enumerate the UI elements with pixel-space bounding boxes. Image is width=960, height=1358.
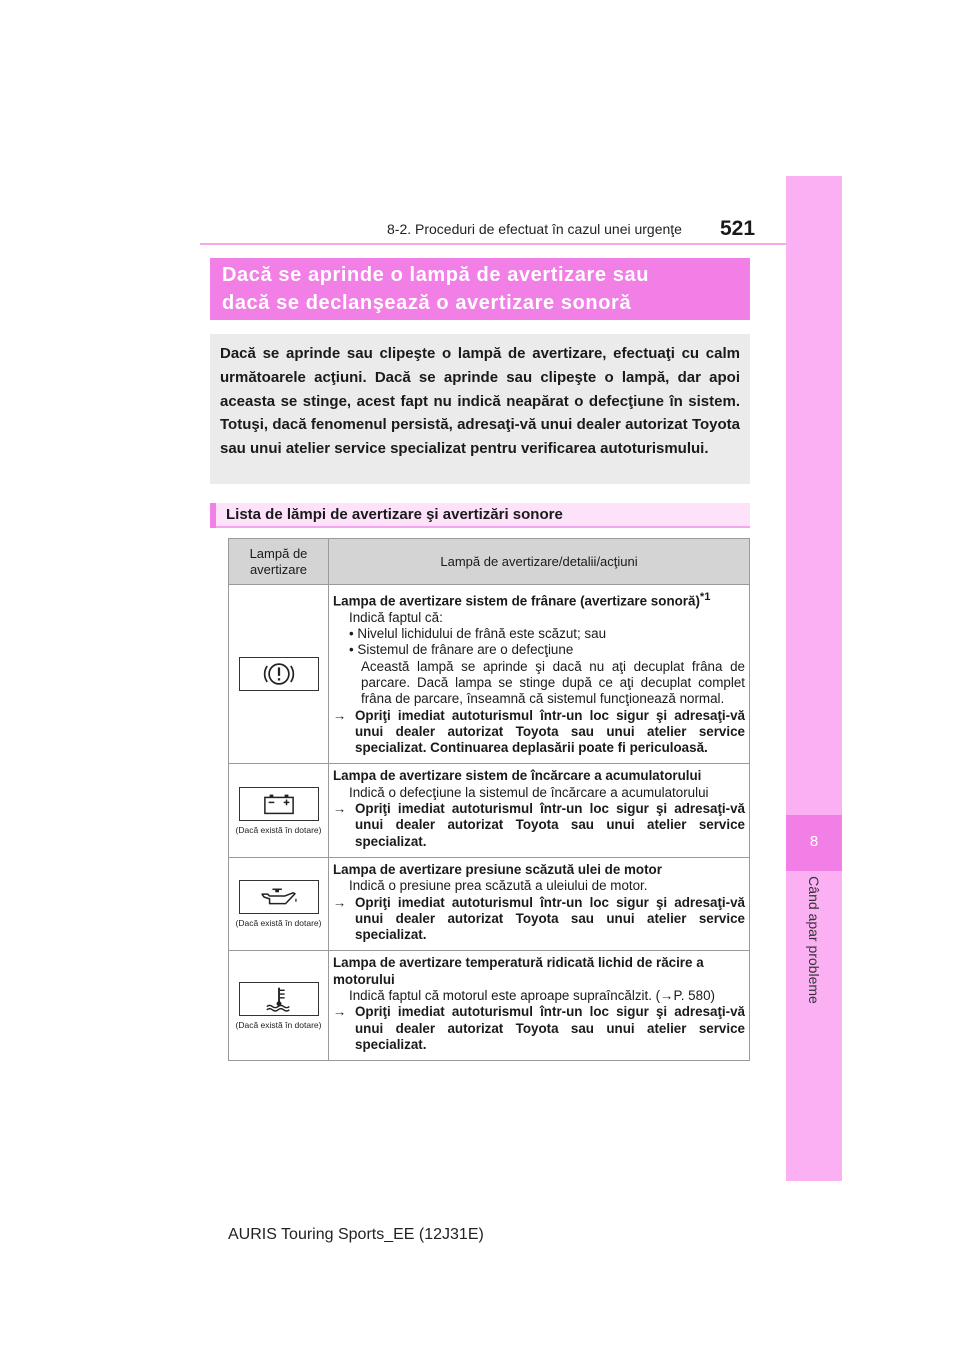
lamp-lead-text: Indică faptul că: [349,609,443,625]
list-item: • Nivelul lichidului de frână este scăzut; sau [349,626,607,642]
lamp-extra-text: Această lampă se aprinde şi dacă nu aţi decuplat frâna de parcare. Dacă lampa se stinge după ce aţi decuplat complet frâna de parcare, înseamnă că sistemul funcţionează normal. [361,658,745,707]
lamp-title: Lampa de avertizare sistem de încărcare a acumulatorului [333,768,702,784]
lamp-description-cell [329,951,750,1061]
table-header-row [229,539,750,585]
chapter-label: Când apar probleme [806,876,822,1004]
lamp-description-cell [329,857,750,950]
footer-model: AURIS Touring Sports_EE (12J31E) [228,1226,484,1243]
battery-icon [239,787,319,821]
lamp-title: Lampa de avertizare temperatură ridicată lichid de răcire a motorului [333,955,704,987]
lamp-description-cell [329,764,750,857]
lamp-description-cell [329,585,750,764]
column-header-lamp: Lampă de avertizare [229,539,329,585]
subheading-rule [216,526,750,528]
arrow-icon: → [333,894,347,910]
table-row [229,857,750,950]
lamp-action: → Opriţi imediat autoturismul într-un loc sigur şi adresaţi-vă unui dealer autorizat Toyota sau unui atelier service specializat. [333,801,745,849]
section-header: 8-2. Proceduri de efectuat în cazul unei urgenţe [387,221,682,237]
lamp-icon-cell [229,951,329,1061]
equipment-note: (Dacă există în dotare) [235,824,322,835]
brake-warning-icon [239,657,319,691]
arrow-icon: → [333,801,347,817]
section-title-line-1: Dacă se aprinde o lampă de avertizare sau [222,264,650,286]
lamp-action: → Opriţi imediat autoturismul într-un loc sigur şi adresaţi-vă unui dealer autorizat Toyota sau unui atelier service specializat. Continuarea deplasării poate fi periculoasă. [333,707,745,756]
page-number: 521 [720,217,756,240]
chapter-number: 8 [809,833,819,850]
lamp-lead-text: Indică o defecţiune la sistemul de încărcare a acumulatorului [349,784,709,800]
list-subheading-text: Lista de lămpi de avertizare şi avertizări sonore [226,506,563,523]
intro-text: Dacă se aprinde sau clipeşte o lampă de avertizare, efectuaţi cu calm următoarele acţiuni. Dacă se aprinde sau clipeşte o lampă, dar apoi aceasta se stinge, acest fapt nu indică neapărat o defecţiune în sistem. Totuşi, dacă fenomenul persistă, adresaţi-vă unui dealer autorizat Toyota sau unui atelier service specializat pentru verificarea autoturismului. [220,345,740,458]
equipment-note: (Dacă există în dotare) [235,1019,322,1030]
lamp-icon-cell [229,585,329,764]
table-row [229,951,750,1061]
chapter-side-tab [786,176,842,1181]
coolant-temperature-icon [239,982,319,1016]
lamp-title: Lampa de avertizare sistem de frânare (avertizare sonoră)$^{*1}$ [333,591,711,609]
equipment-note: (Dacă există în dotare) [235,918,322,929]
page-reference: P. 580) [673,988,715,1003]
column-header-details: Lampă de avertizare/detalii/acţiuni [329,539,750,585]
oil-can-icon [239,880,319,914]
lamp-lead-text: Indică o presiune prea scăzută a uleiului de motor. [349,878,648,894]
lamp-lead-text: Indică faptul că motorul este aproape supraîncălzit. (→P. 580) [349,988,715,1003]
section-title [210,258,750,320]
list-subheading [210,503,750,528]
lamp-action: → Opriţi imediat autoturismul într-un loc sigur şi adresaţi-vă unui dealer autorizat Toyota sau unui atelier service specializat. [333,1004,745,1052]
lamp-title: Lampa de avertizare presiune scăzută ulei de motor [333,861,662,877]
list-item: • Sistemul de frânare are o defecţiune [349,642,574,658]
arrow-icon: → [660,988,674,1003]
lamp-icon-cell [229,857,329,950]
arrow-icon: → [333,707,347,723]
footnote-marker: *1 [699,591,711,603]
table-row [229,585,750,764]
header-rule [200,243,786,245]
warning-lamp-table [228,538,750,1061]
intro-box [210,334,750,484]
lamp-action: → Opriţi imediat autoturismul într-un loc sigur şi adresaţi-vă unui dealer autorizat Toyota sau unui atelier service specializat. [333,894,745,943]
arrow-icon: → [333,1004,347,1020]
section-title-line-2: dacă se declanşează o avertizare sonoră [222,292,632,314]
table-row [229,764,750,857]
lamp-icon-cell [229,764,329,857]
